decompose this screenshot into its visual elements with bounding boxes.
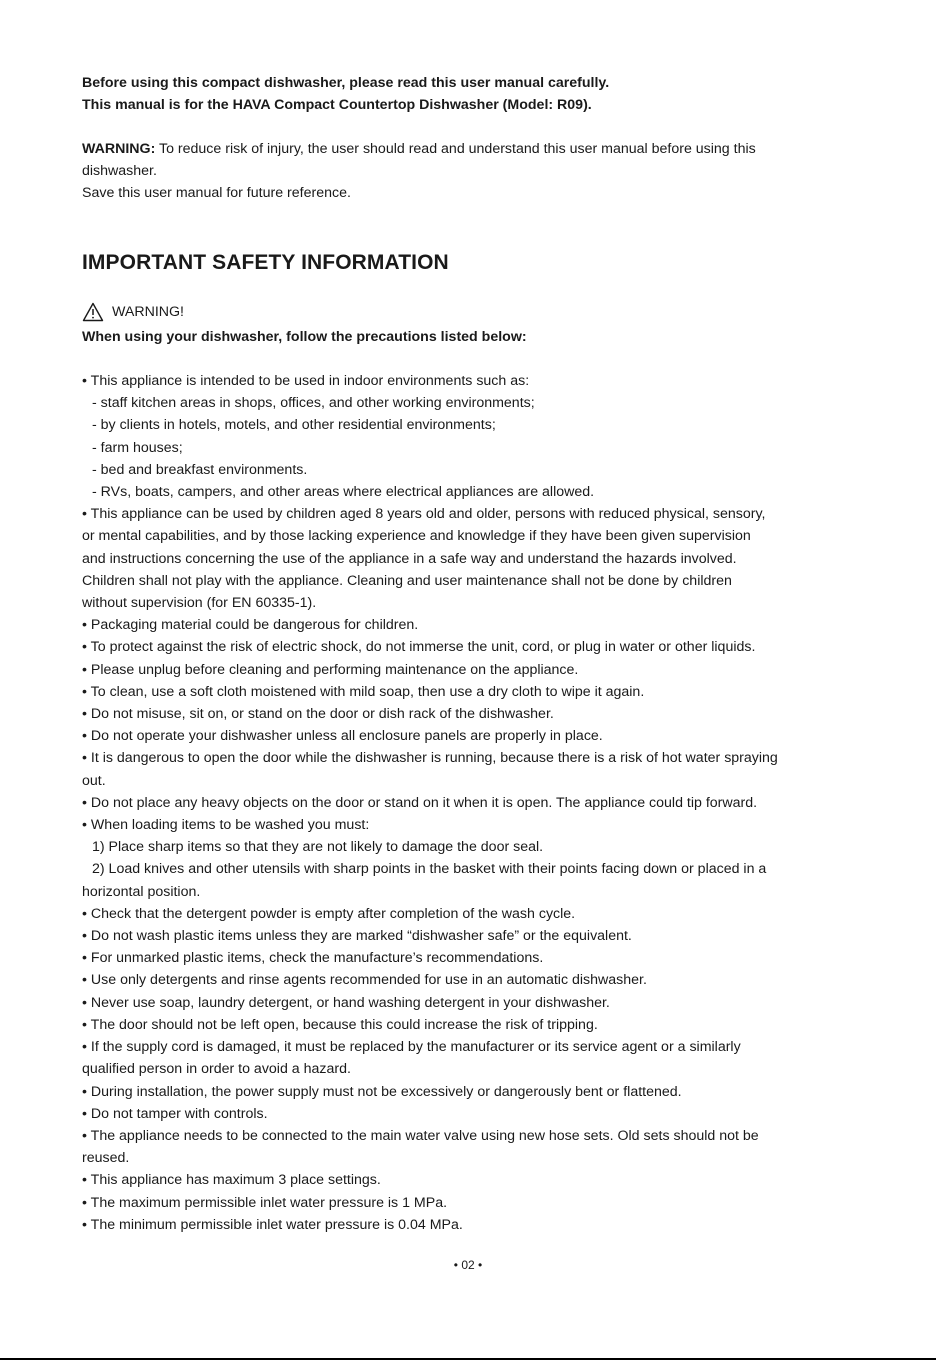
- safety-line: - staff kitchen areas in shops, offices, and other working environments;: [92, 395, 535, 412]
- safety-line: • During installation, the power supply must not be excessively or dangerously bent or flattened.: [82, 1083, 682, 1100]
- safety-list: [82, 370, 862, 1236]
- intro-line-2: This manual is for the HAVA Compact Countertop Dishwasher (Model: R09).: [82, 97, 592, 113]
- safety-line: • If the supply cord is damaged, it must be replaced by the manufacturer or its service agent or a similarly: [82, 1039, 741, 1056]
- safety-line: • Do not wash plastic items unless they are marked “dishwasher safe” or the equivalent.: [82, 928, 632, 945]
- intro-line-1: Before using this compact dishwasher, please read this user manual carefully.: [82, 75, 610, 91]
- safety-line: horizontal position.: [82, 883, 201, 900]
- warning-subtitle: When using your dishwasher, follow the precautions listed below:: [82, 329, 527, 345]
- safety-line: • For unmarked plastic items, check the manufacture’s recommendations.: [82, 950, 544, 967]
- bottom-rule: [0, 1358, 936, 1360]
- safety-line: • Do not tamper with controls.: [82, 1105, 268, 1122]
- intro: [82, 72, 862, 204]
- safety-line: • Do not place any heavy objects on the door or stand on it when it is open. The appliance could tip forward.: [82, 794, 758, 811]
- safety-line: and instructions concerning the use of the appliance in a safe way and understand the hazards involved.: [82, 550, 737, 567]
- safety-line: • Packaging material could be dangerous for children.: [82, 617, 419, 634]
- safety-line: or mental capabilities, and by those lacking experience and knowledge if they have been given supervision: [82, 528, 751, 545]
- safety-line: • The door should not be left open, because this could increase the risk of tripping.: [82, 1016, 598, 1033]
- safety-line: out.: [82, 772, 106, 789]
- safety-line: • Use only detergents and rinse agents recommended for use in an automatic dishwasher.: [82, 972, 647, 989]
- warning-label: WARNING:: [82, 141, 156, 157]
- safety-line: • Do not misuse, sit on, or stand on the door or dish rack of the dishwasher.: [82, 706, 554, 723]
- safety-line: • Never use soap, laundry detergent, or hand washing detergent in your dishwasher.: [82, 994, 610, 1011]
- safety-line: • Check that the detergent powder is empty after completion of the wash cycle.: [82, 905, 576, 922]
- manual-page: [82, 72, 862, 1236]
- safety-line: • This appliance has maximum 3 place settings.: [82, 1172, 381, 1189]
- safety-line: qualified person in order to avoid a hazard.: [82, 1061, 351, 1078]
- section-title: IMPORTANT SAFETY INFORMATION: [82, 251, 449, 274]
- safety-line: • This appliance is intended to be used in indoor environments such as:: [82, 373, 530, 389]
- safety-line: 2) Load knives and other utensils with sharp points in the basket with their points facing down or placed in a: [92, 861, 767, 878]
- safety-line: • To clean, use a soft cloth moistened with mild soap, then use a dry cloth to wipe it again.: [82, 683, 645, 700]
- safety-line: • This appliance can be used by children aged 8 years old and older, persons with reduced physical, sensory,: [82, 506, 766, 523]
- warning-heading: [82, 300, 862, 324]
- safety-line: • It is dangerous to open the door while the dishwasher is running, because there is a risk of hot water spraying: [82, 750, 778, 767]
- safety-line: • When loading items to be washed you must:: [82, 817, 370, 834]
- safety-line: • Do not operate your dishwasher unless all enclosure panels are properly in place.: [82, 728, 603, 745]
- safety-line: • The appliance needs to be connected to the main water valve using new hose sets. Old sets should not be: [82, 1127, 759, 1144]
- safety-line: Children shall not play with the appliance. Cleaning and user maintenance shall not be done by children: [82, 572, 732, 589]
- page-number: • 02 •: [453, 1258, 483, 1272]
- warning-paragraph: [82, 138, 862, 160]
- safety-line: without supervision (for EN 60335-1).: [82, 595, 317, 612]
- safety-line: - by clients in hotels, motels, and other residential environments;: [92, 417, 496, 434]
- warning-text: To reduce risk of injury, the user should read and understand this user manual before using this: [155, 141, 756, 157]
- warning-text-cont: dishwasher.: [82, 163, 157, 179]
- safety-line: • The minimum permissible inlet water pressure is 0.04 MPa.: [82, 1216, 463, 1233]
- safety-line: • To protect against the risk of electric shock, do not immerse the unit, cord, or plug in water or other liquids.: [82, 639, 756, 656]
- safety-line: 1) Place sharp items so that they are not likely to damage the door seal.: [92, 839, 544, 856]
- safety-line: reused.: [82, 1150, 130, 1167]
- safety-line: - bed and breakfast environments.: [92, 461, 308, 478]
- warning-title: WARNING!: [112, 304, 184, 320]
- safety-line: - RVs, boats, campers, and other areas where electrical appliances are allowed.: [92, 484, 595, 501]
- safety-line: • The maximum permissible inlet water pressure is 1 MPa.: [82, 1194, 448, 1211]
- safety-line: - farm houses;: [92, 439, 183, 456]
- safety-line: • Please unplug before cleaning and performing maintenance on the appliance.: [82, 661, 579, 678]
- warning-triangle-icon: [82, 302, 104, 322]
- save-note: Save this user manual for future reference.: [82, 185, 351, 201]
